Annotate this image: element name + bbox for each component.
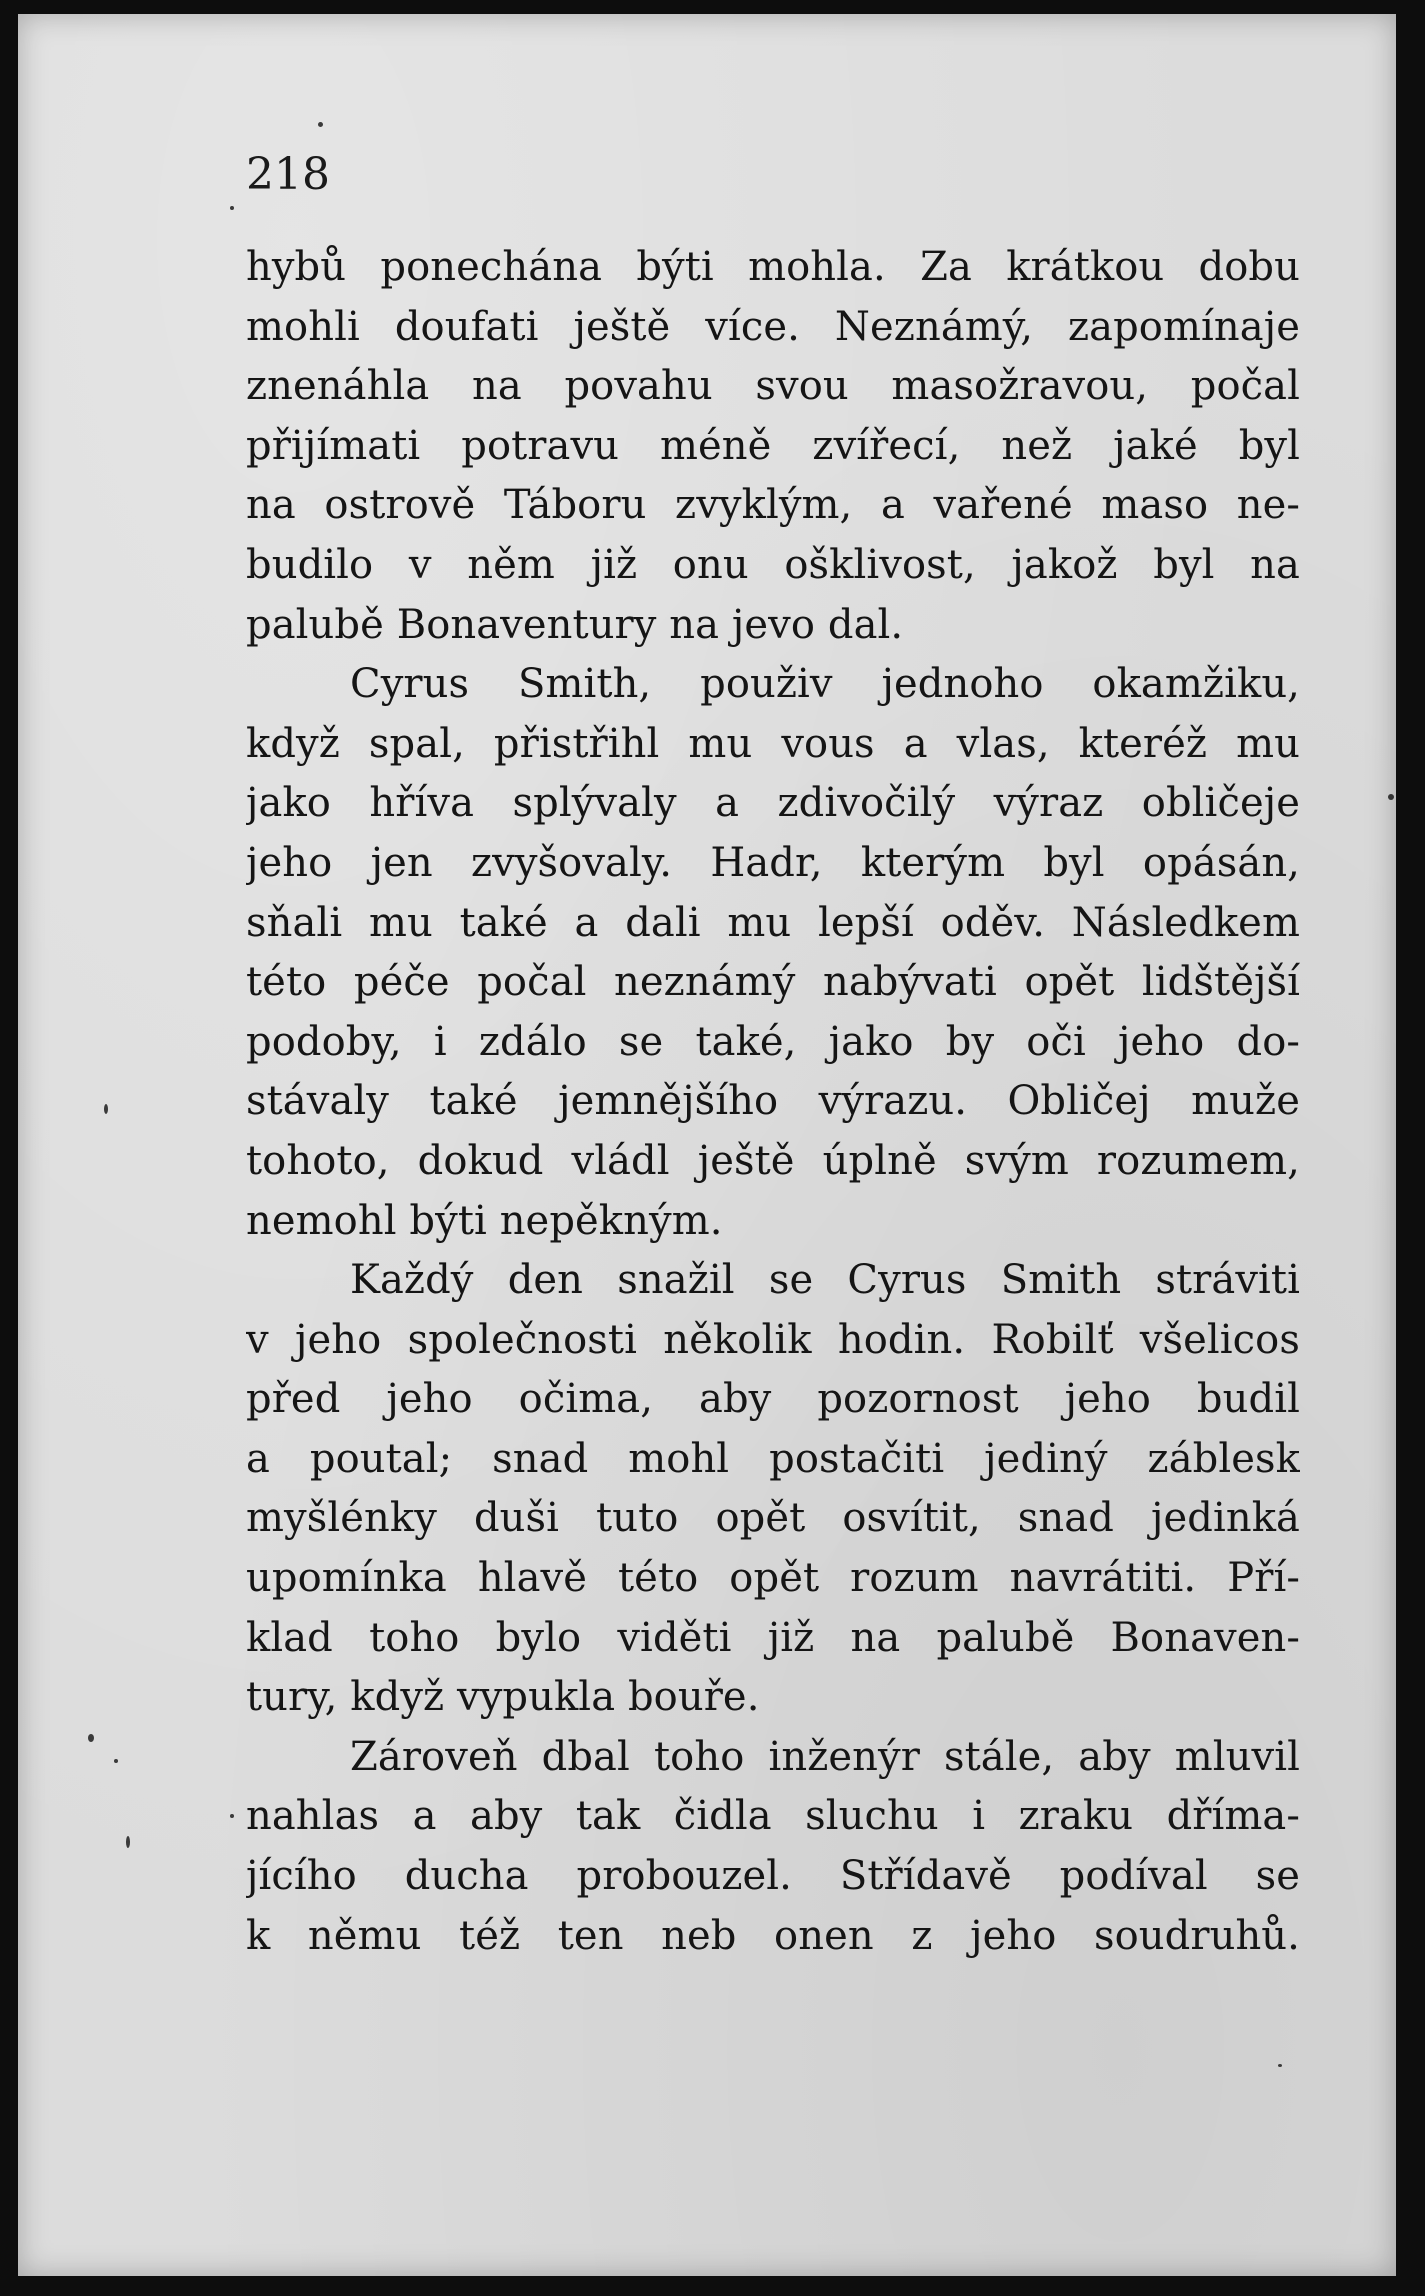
text-line: klad toho bylo viděti již na palubě Bonaven- bbox=[246, 1614, 1300, 1661]
text-line: Každý den snažil se Cyrus Smith stráviti bbox=[350, 1257, 1300, 1304]
scan-speck bbox=[126, 1836, 130, 1848]
text-line: znenáhla na povahu svou masožravou, počal bbox=[246, 363, 1300, 410]
text-line: budilo v něm již onu ošklivost, jakož byl na bbox=[246, 541, 1300, 588]
scan-speck bbox=[88, 1734, 94, 1742]
text-line: přijímati potravu méně zvířecí, než jaké byl bbox=[246, 422, 1300, 469]
text-line: palubě Bonaventury na jevo dal. bbox=[246, 601, 904, 648]
text-line: když spal, přistřihl mu vous a vlas, kteréž mu bbox=[246, 720, 1300, 767]
text-line: tury, když vypukla bouře. bbox=[246, 1674, 760, 1721]
text-line: myšlénky duši tuto opět osvítit, snad jedinká bbox=[246, 1495, 1300, 1542]
page-number: 218 bbox=[246, 149, 330, 200]
scan-speck bbox=[114, 1759, 118, 1763]
text-line: stávaly také jemnějšího výrazu. Obličej muže bbox=[246, 1078, 1300, 1125]
text-line: této péče počal neznámý nabývati opět lidštější bbox=[246, 959, 1300, 1006]
body-text bbox=[246, 238, 1300, 1966]
text-line: mohli doufati ještě více. Neznámý, zapomínaje bbox=[246, 303, 1300, 350]
scan-speck bbox=[318, 122, 323, 127]
text-line: Zároveň dbal toho inženýr stále, aby mluvil bbox=[350, 1733, 1300, 1780]
text-line: upomínka hlavě této opět rozum navrátiti. Pří- bbox=[246, 1555, 1300, 1602]
scan-speck bbox=[230, 1814, 234, 1818]
text-line: před jeho očima, aby pozornost jeho budil bbox=[246, 1376, 1300, 1423]
text-line: sňali mu také a dali mu lepší oděv. Následkem bbox=[246, 899, 1300, 946]
text-line: nahlas a aby tak čidla sluchu i zraku dříma- bbox=[246, 1793, 1300, 1840]
text-line: tohoto, dokud vládl ještě úplně svým rozumem, bbox=[246, 1137, 1300, 1184]
text-line: jako hříva splývaly a zdivočilý výraz obličeje bbox=[246, 780, 1300, 827]
scan-speck bbox=[1388, 794, 1394, 800]
text-line: nemohl býti nepěkným. bbox=[246, 1197, 723, 1244]
book-page bbox=[18, 14, 1396, 2276]
text-line: v jeho společnosti několik hodin. Robilť všelicos bbox=[246, 1316, 1300, 1363]
text-line: na ostrově Táboru zvyklým, a vařené maso ne- bbox=[246, 482, 1300, 529]
text-line: Cyrus Smith, použiv jednoho okamžiku, bbox=[350, 661, 1300, 708]
text-line: jícího ducha probouzel. Střídavě podíval se bbox=[246, 1853, 1300, 1900]
text-line: hybů ponechána býti mohla. Za krátkou dobu bbox=[246, 244, 1300, 290]
text-line: jeho jen zvyšovaly. Hadr, kterým byl opásán, bbox=[246, 839, 1300, 886]
scan-speck bbox=[1278, 2064, 1282, 2067]
text-line: podoby, i zdálo se také, jako by oči jeho do- bbox=[246, 1018, 1300, 1065]
text-line: k němu též ten neb onen z jeho soudruhů. bbox=[246, 1912, 1300, 1959]
text-line: a poutal; snad mohl postačiti jediný záblesk bbox=[246, 1435, 1300, 1482]
scan-speck bbox=[104, 1104, 108, 1114]
scan-speck bbox=[230, 206, 234, 210]
